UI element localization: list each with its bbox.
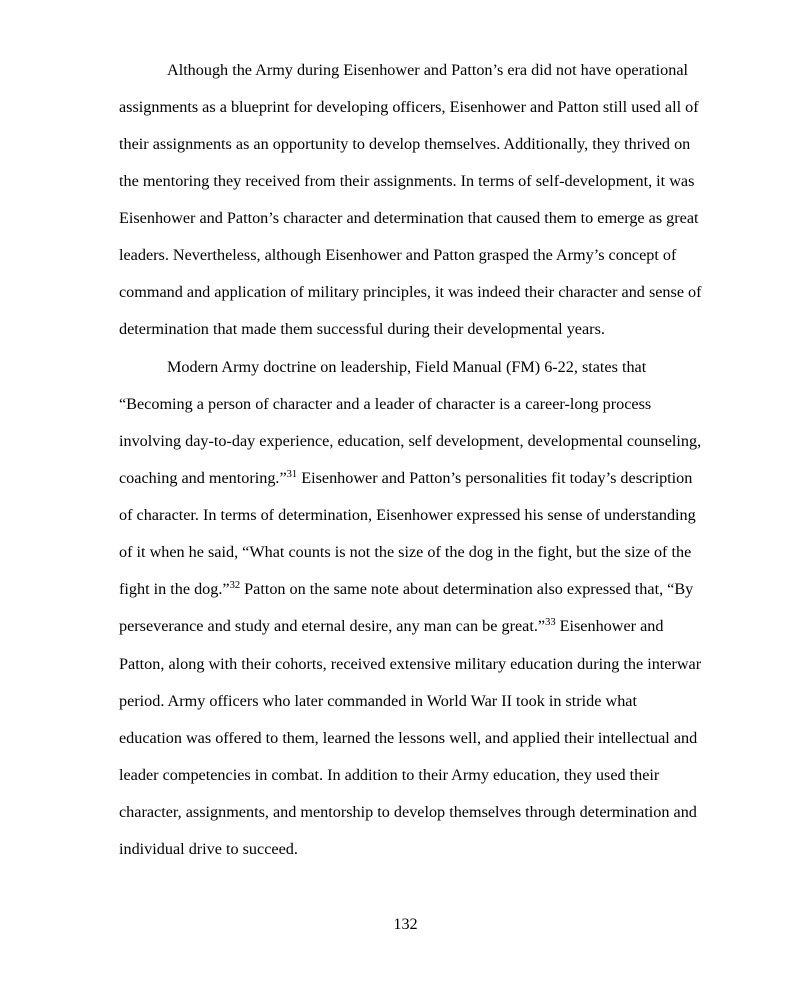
paragraph-1-line-4: the mentoring they received from their assignments. In terms of self-development, it was <box>119 172 695 190</box>
paragraph-2-line-13: character, assignments, and mentorship to develop themselves through determination and <box>119 803 697 821</box>
paragraph-2-line-3: involving day-to-day experience, education, self development, developmental counseling, <box>119 432 702 450</box>
paragraph-2-line-4 <box>119 468 692 488</box>
paragraph-2-line-7 <box>119 579 693 599</box>
paragraph-1-line-2: assignments as a blueprint for developing officers, Eisenhower and Patton still used all of <box>119 98 699 116</box>
paragraph-2-line-5: of character. In terms of determination, Eisenhower expressed his sense of understanding <box>119 506 696 524</box>
paragraph-1-line-1: Although the Army during Eisenhower and Patton’s era did not have operational <box>167 61 689 79</box>
line-text: Patton on the same note about determination also expressed that, “By <box>240 580 694 598</box>
footnote-ref-33: 33 <box>545 617 556 628</box>
paragraph-2-line-2: “Becoming a person of character and a leader of character is a career-long process <box>119 395 652 413</box>
paragraph-2-line-9: Patton, along with their cohorts, received extensive military education during the interwar <box>119 655 702 673</box>
paragraph-2-line-6: of it when he said, “What counts is not the size of the dog in the fight, but the size of the <box>119 543 692 561</box>
line-text: Eisenhower and Patton’s personalities fit today’s description <box>297 469 693 487</box>
page-number: 132 <box>393 915 418 933</box>
footnote-ref-31: 31 <box>286 469 298 480</box>
paragraph-2-line-12: leader competencies in combat. In addition to their Army education, they used their <box>119 766 660 784</box>
paragraph-1-line-7: command and application of military principles, it was indeed their character and sense of <box>119 283 702 301</box>
paragraph-2-line-8 <box>119 616 663 636</box>
paragraph-2-line-11: education was offered to them, learned the lessons well, and applied their intellectual and <box>119 729 698 747</box>
paragraph-1-line-6: leaders. Nevertheless, although Eisenhower and Patton grasped the Army’s concept of <box>119 246 677 264</box>
paragraph-1-line-3: their assignments as an opportunity to develop themselves. Additionally, they thrived on <box>119 135 691 153</box>
quote-text: fight in the dog.” <box>119 580 230 598</box>
quote-text: perseverance and study and eternal desire, any man can be great.” <box>119 617 546 635</box>
paragraph-1-line-5: Eisenhower and Patton’s character and determination that caused them to emerge as great <box>119 209 699 227</box>
line-text: Eisenhower and <box>555 617 664 635</box>
footnote-ref-32: 32 <box>229 580 241 591</box>
quote-text: coaching and mentoring.” <box>119 469 287 487</box>
paragraph-1-line-8: determination that made them successful during their developmental years. <box>119 320 605 338</box>
paragraph-2-line-1: Modern Army doctrine on leadership, Field Manual (FM) 6-22, states that <box>167 358 647 376</box>
paragraph-2-line-10: period. Army officers who later commanded in World War II took in stride what <box>119 692 637 710</box>
paragraph-2-line-14: individual drive to succeed. <box>119 840 298 858</box>
